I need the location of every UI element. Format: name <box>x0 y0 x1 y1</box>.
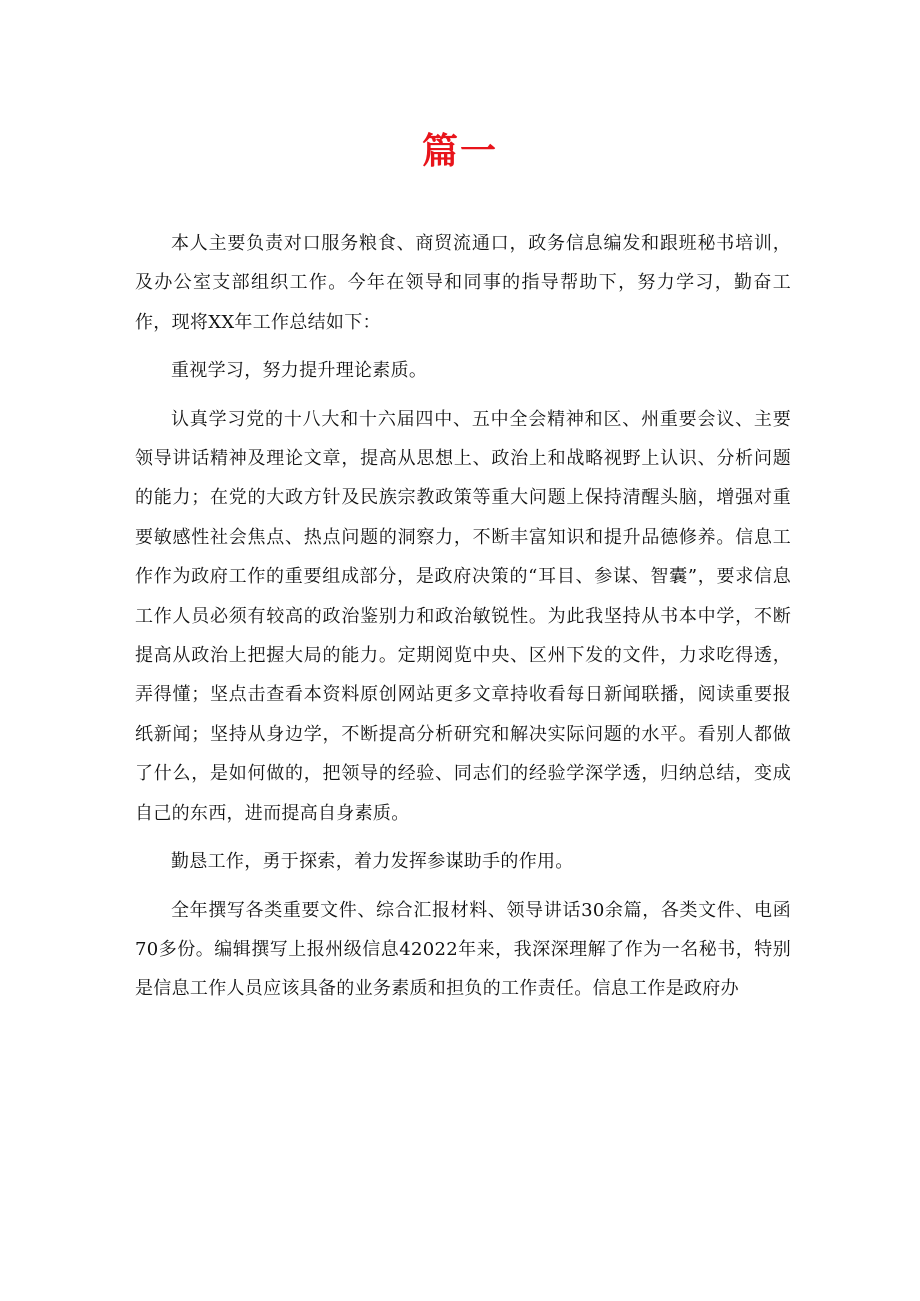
document-body <box>135 224 791 1018</box>
paragraph-study-details: 认真学习党的十八大和十六届四中、五中全会精神和区、州重要会议、主要领导讲话精神及理论文章，提高从思想上、政治上和战略视野上认识、分析问题的能力；在党的大政方针及民族宗教政策等重大问题上保持清醒头脑，增强对重要敏感性社会焦点、热点问题的洞察力，不断丰富知识和提升品德修养。信息工作作为政府工作的重要组成部分，是政府决策的“耳目、参谋、智囊”，要求信息工作人员必须有较高的政治鉴别力和政治敏锐性。为此我坚持从书本中学，不断提高从政治上把握大局的能力。定期阅览中央、区州下发的文件，力求吃得透，弄得懂；坚点击查看本资料原创网站更多文章持收看每日新闻联播，阅读重要报纸新闻；坚持从身边学，不断提高分析研究和解决实际问题的水平。看别人都做了什么，是如何做的，把领导的经验、同志们的经验学深学透，归纳总结，变成自己的东西，进而提高自身素质。 <box>135 408 791 824</box>
paragraph-work-details: 全年撰写各类重要文件、综合汇报材料、领导讲话30余篇，各类文件、电函70多份。编辑撰写上报州级信息42022年来，我深深理解了作为一名秘书，特别是信息工作人员应该具备的业务素质和担负的工作责任。信息工作是政府办 <box>135 899 791 1000</box>
paragraph-heading-work: 勤恳工作，勇于探索，着力发挥参谋助手的作用。 <box>171 851 574 873</box>
paragraph-intro: 本人主要负责对口服务粮食、商贸流通口，政务信息编发和跟班秘书培训，及办公室支部组织工作。今年在领导和同事的指导帮助下，努力学习，勤奋工作，现将XX年工作总结如下： <box>135 233 791 333</box>
document-title: 篇一 <box>421 131 498 172</box>
paragraph-heading-study: 重视学习，努力提升理论素质。 <box>171 360 428 382</box>
